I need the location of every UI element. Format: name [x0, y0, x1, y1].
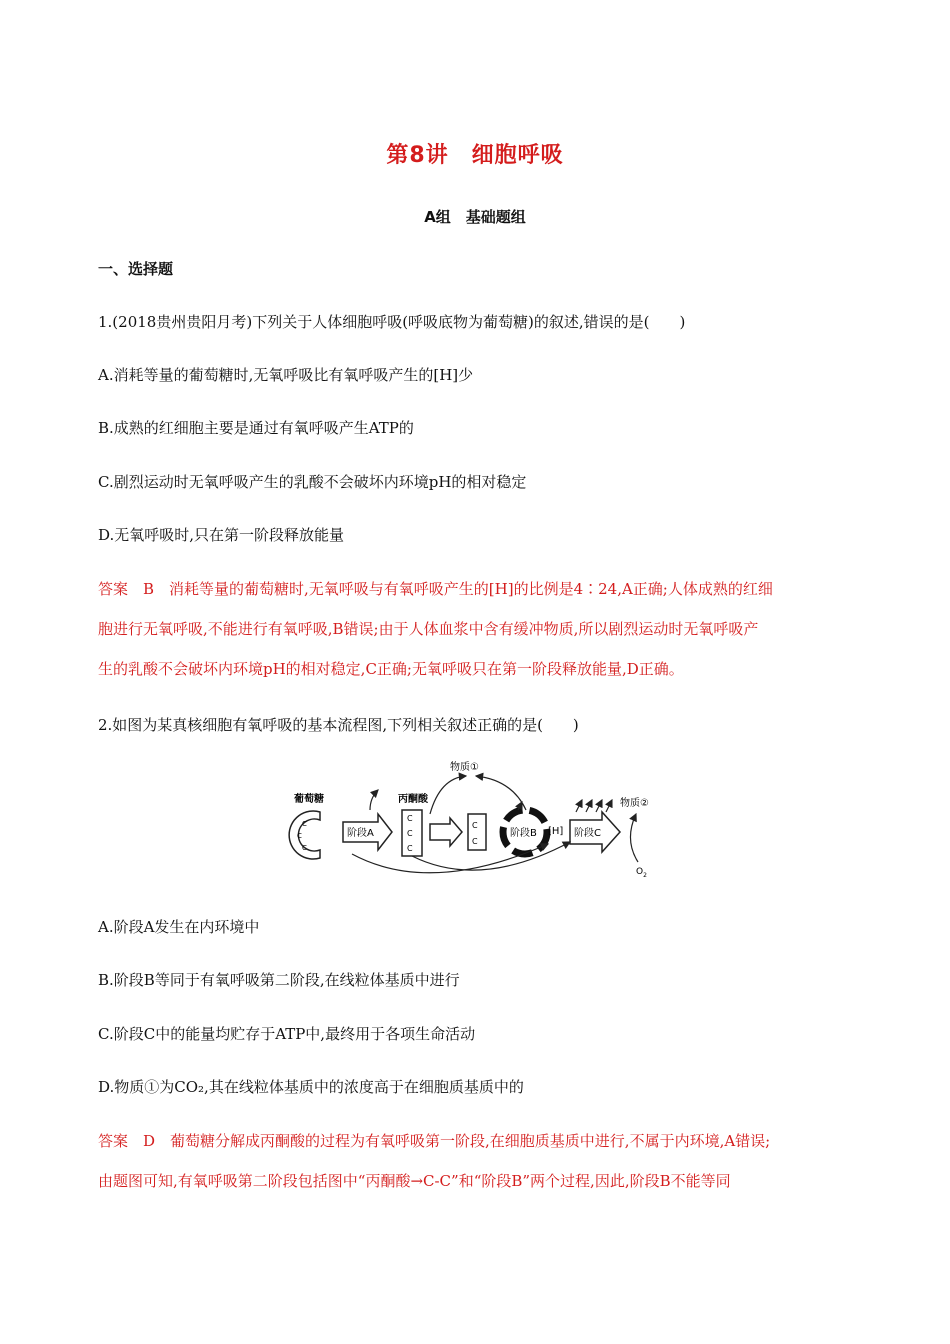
atp-arrow	[576, 800, 582, 812]
answer-line: 胞进行无氧呼吸,不能进行有氧呼吸,B错误;由于人体血浆中含有缓冲物质,所以剧烈运动时无氧呼吸产	[98, 620, 759, 638]
pyruvate-carbon-label: C	[407, 814, 413, 823]
atp-arrow	[586, 800, 592, 812]
stage-b-label: 阶段B	[510, 828, 537, 839]
atp-arrow	[596, 800, 602, 812]
pyruvate-carbon-label: C	[407, 844, 413, 853]
question-1-option-d: D.无氧呼吸时,只在第一阶段释放能量	[98, 526, 345, 544]
glucose-carbon-label: C	[302, 820, 307, 828]
glucose-carbon-label: C	[297, 832, 302, 840]
group-heading: A组 基础题组	[424, 208, 526, 226]
glucose-label: 葡萄糖	[294, 794, 324, 805]
acetyl-carbon-label: C	[472, 837, 478, 846]
question-1-answer	[98, 569, 858, 689]
substance-2-label: 物质②	[620, 798, 649, 809]
respiration-flow-diagram	[280, 758, 680, 882]
pyruvate-carbon-label: C	[407, 829, 413, 838]
oxygen-label: $O_2$	[636, 867, 647, 879]
answer-line: 由题图可知,有氧呼吸第二阶段包括图中“丙酮酸→C-C”和“阶段B”两个过程,因此,阶段B不能等同	[98, 1172, 731, 1190]
section-heading: 一、选择题	[98, 260, 174, 278]
question-2-option-d: D.物质①为CO₂,其在线粒体基质中的浓度高于在细胞质基质中的	[98, 1078, 524, 1096]
stage-a-label: 阶段A	[347, 828, 374, 839]
question-2-option-a: A.阶段A发生在内环境中	[98, 918, 260, 936]
stage-a-release-arrow	[370, 790, 378, 810]
page-title: 第8讲 细胞呼吸	[386, 143, 564, 168]
question-1-option-b: B.成熟的红细胞主要是通过有氧呼吸产生ATP的	[98, 419, 414, 437]
answer-line: 答案 B 消耗等量的葡萄糖时,无氧呼吸与有氧呼吸产生的[H]的比例是4∶24,A正确;人体成熟的红细	[98, 580, 773, 598]
oxygen-arrow	[630, 814, 638, 862]
pyruvate-label: 丙酮酸	[398, 794, 428, 805]
question-1-option-a: A.消耗等量的葡萄糖时,无氧呼吸比有氧呼吸产生的[H]少	[98, 366, 474, 384]
answer-line: 答案 D 葡萄糖分解成丙酮酸的过程为有氧呼吸第一阶段,在细胞质基质中进行,不属于内环境,A错误;	[98, 1132, 771, 1150]
substance-1-arrow	[476, 776, 526, 810]
question-2-option-c: C.阶段C中的能量均贮存于ATP中,最终用于各项生命活动	[98, 1025, 476, 1043]
h-label: [H]	[548, 826, 564, 837]
question-2-stem: 2.如图为某真核细胞有氧呼吸的基本流程图,下列相关叙述正确的是( )	[98, 716, 579, 734]
question-1-stem: 1.(2018贵州贵阳月考)下列关于人体细胞呼吸(呼吸底物为葡萄糖)的叙述,错误的是( )	[98, 313, 686, 331]
question-1-option-c: C.剧烈运动时无氧呼吸产生的乳酸不会破坏内环境pH的相对稳定	[98, 473, 527, 491]
stage-c-label: 阶段C	[574, 828, 601, 839]
substance-1-label: 物质①	[450, 762, 479, 773]
question-2-option-b: B.阶段B等同于有氧呼吸第二阶段,在线粒体基质中进行	[98, 971, 460, 989]
atp-arrow	[606, 800, 612, 812]
acetyl-carbon-label: C	[472, 821, 478, 830]
question-2-answer	[98, 1121, 858, 1201]
conversion-arrow	[430, 818, 462, 846]
substance-1-arrow	[430, 776, 466, 814]
glucose-carbon-label: C	[302, 844, 307, 852]
answer-line: 生的乳酸不会破坏内环境pH的相对稳定,C正确;无氧呼吸只在第一阶段释放能量,D正确。	[98, 660, 684, 678]
